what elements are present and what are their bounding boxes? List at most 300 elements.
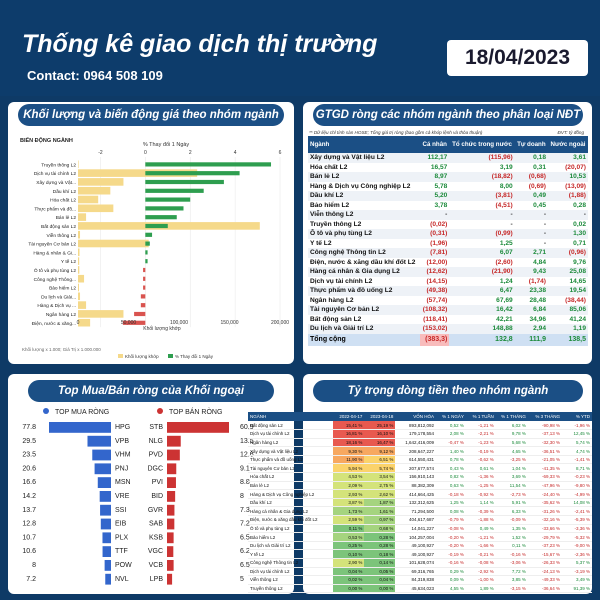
flow-cell: 0,52 % bbox=[436, 421, 466, 430]
volume-bar bbox=[78, 187, 110, 195]
value-cell: 0,02 bbox=[573, 220, 586, 228]
flow-cell: -1,88 % bbox=[466, 516, 496, 525]
value-cell: - bbox=[543, 220, 547, 228]
value-cell: 9,76 bbox=[573, 258, 586, 266]
value-cell: (108,32) bbox=[422, 306, 448, 314]
value-cell: - bbox=[583, 211, 586, 219]
flow-cell: 16,47 % bbox=[364, 438, 395, 447]
value-cell: 0,45 bbox=[533, 201, 547, 209]
total-cell: 138,5 bbox=[548, 334, 588, 346]
flow-cell: 893,812,092 bbox=[395, 421, 436, 430]
flow-cell: 614,550,431 bbox=[395, 455, 436, 464]
sell-ticker: KSB bbox=[148, 534, 163, 542]
sector-cell: Y tế L2 bbox=[310, 239, 332, 247]
flow-cell: 11,54 % bbox=[496, 481, 528, 490]
flow-cell: -0,09 % bbox=[496, 516, 528, 525]
flow-cell: 0,04 % bbox=[364, 576, 395, 585]
flow-cell: -2,92 % bbox=[466, 567, 496, 576]
pct-bar bbox=[145, 224, 167, 228]
buy-bar bbox=[105, 560, 111, 571]
flow-cell: -0,62 % bbox=[466, 455, 496, 464]
flow-sector: Dịch vụ tài chính L2 bbox=[248, 430, 333, 439]
buy-value: 29.5 bbox=[22, 437, 36, 445]
bottom-tick-label: 0 bbox=[76, 320, 80, 326]
flow-cell: 5,94 % bbox=[333, 464, 364, 473]
flow-cell: -0,79 % bbox=[436, 516, 466, 525]
value-cell: - bbox=[510, 211, 513, 219]
buy-bar bbox=[87, 436, 111, 447]
category-label: Công nghệ Thông... bbox=[33, 277, 76, 283]
flow-cell: 88,382,309 bbox=[395, 481, 436, 490]
flow-cell: -0,19 % bbox=[466, 447, 496, 456]
value-cell: 85,06 bbox=[569, 306, 586, 314]
flow-cell: -0,16 % bbox=[496, 550, 528, 559]
net-trading-table bbox=[308, 136, 588, 346]
buy-bar bbox=[92, 450, 111, 461]
buy-ticker: TTF bbox=[115, 548, 128, 556]
value-cell: (115,96) bbox=[488, 154, 513, 162]
contact-text: Contact: 0964 508 109 bbox=[27, 68, 163, 83]
flow-cell: -3,19 % bbox=[562, 567, 592, 576]
section-header-net: GTGD ròng các nhóm ngành theo phân loại NĐT bbox=[313, 104, 583, 126]
buy-value: 10.6 bbox=[22, 548, 36, 556]
value-cell: 25,08 bbox=[569, 268, 586, 276]
value-cell: 148,88 bbox=[492, 325, 513, 333]
flow-cell: -1,36 % bbox=[466, 473, 496, 482]
flow-cell: 414,664,425 bbox=[395, 490, 436, 499]
flow-cell: 3,69 % bbox=[496, 473, 528, 482]
table-row bbox=[308, 153, 588, 163]
table-row bbox=[308, 324, 588, 334]
bottom-tick-label: 150,000 bbox=[220, 320, 239, 326]
flow-cell: 0,28 % bbox=[364, 541, 395, 550]
buy-ticker: HPG bbox=[115, 424, 131, 431]
bottom-tick-label: 100,000 bbox=[169, 320, 189, 326]
buy-ticker: SSI bbox=[115, 506, 127, 514]
flow-sector: Thực phẩm và đồ uống L2 bbox=[248, 455, 333, 464]
value-cell: - bbox=[445, 211, 448, 219]
pct-bar bbox=[141, 294, 145, 298]
sell-bar bbox=[167, 463, 176, 474]
flow-cell: -32,30 % bbox=[528, 438, 562, 447]
value-cell: (12,62) bbox=[426, 268, 448, 276]
volume-bar bbox=[78, 222, 260, 230]
flow-cell: 6,51 % bbox=[364, 455, 395, 464]
flow-column-header: % 1 NGÀY bbox=[436, 412, 466, 421]
flow-cell: 1,25 % bbox=[436, 498, 466, 507]
flow-cell: 0,08 % bbox=[436, 507, 466, 516]
flow-cell: -9,00 % bbox=[562, 541, 592, 550]
sector-cell: Bán lẻ L2 bbox=[310, 173, 340, 181]
flow-cell: 0,49 % bbox=[466, 524, 496, 533]
category-label: Tài nguyên Cơ bản L2 bbox=[28, 242, 76, 248]
flow-cell: 3,54 % bbox=[364, 473, 395, 482]
sector-cell: Hàng & Dịch vụ Công nghiệp L2 bbox=[310, 182, 411, 190]
table-row bbox=[308, 172, 588, 182]
category-label: Ngân hàng L2 bbox=[45, 313, 76, 318]
sector-cell: Truyền thông L2 bbox=[310, 220, 362, 228]
sector-cell: Du lịch và Giải trí L2 bbox=[310, 325, 374, 333]
sell-ticker: VGC bbox=[147, 548, 163, 556]
sell-ticker: SAB bbox=[148, 520, 163, 528]
flow-cell: -32,16 % bbox=[528, 516, 562, 525]
buy-value: 14.2 bbox=[22, 493, 36, 500]
volume-bar bbox=[78, 284, 79, 292]
table-row bbox=[308, 239, 588, 249]
category-label: Bán lẻ L2 bbox=[55, 216, 76, 222]
flow-row bbox=[248, 430, 592, 439]
header-banner bbox=[0, 0, 600, 96]
category-label: Hàng & nhân & Gi... bbox=[33, 251, 76, 257]
value-cell: 3,19 bbox=[499, 163, 513, 171]
pct-bar bbox=[134, 312, 145, 316]
column-header: Tổ chức trong nước bbox=[449, 136, 514, 153]
flow-cell: 2,59 % bbox=[333, 516, 364, 525]
flow-row bbox=[248, 567, 592, 576]
table-row bbox=[308, 248, 588, 258]
sell-value: 6.5 bbox=[240, 534, 250, 542]
buy-bar bbox=[100, 491, 111, 502]
sell-bar bbox=[167, 491, 175, 502]
flow-cell: -37,13 % bbox=[528, 430, 562, 439]
value-cell: 67,69 bbox=[496, 296, 513, 304]
value-cell: 3,61 bbox=[573, 154, 586, 162]
value-cell: 0,71 bbox=[573, 239, 586, 247]
flow-cell: 1,61 % bbox=[364, 507, 395, 516]
value-cell: (0,02) bbox=[430, 220, 448, 228]
flow-row bbox=[248, 516, 592, 525]
pct-bar bbox=[145, 198, 190, 202]
sell-ticker: LPB bbox=[149, 575, 163, 583]
section-header-flow: Tỷ trọng dòng tiền theo nhóm ngành bbox=[313, 380, 583, 402]
flow-cell: 14,08 % bbox=[562, 498, 592, 507]
flow-column-header: % YTD bbox=[562, 412, 592, 421]
value-cell: 0,28 bbox=[573, 201, 586, 209]
flow-sector: Tài nguyên Cơ bản L2 bbox=[248, 464, 333, 473]
volume-bar bbox=[78, 161, 79, 169]
flow-row bbox=[248, 464, 592, 473]
table-row bbox=[308, 258, 588, 268]
flow-cell: 1,14 % bbox=[466, 498, 496, 507]
flow-cell: -69,33 % bbox=[528, 473, 562, 482]
flow-cell: 5,68 % bbox=[496, 438, 528, 447]
flow-sector: Du lịch và Giải trí L2 bbox=[248, 541, 333, 550]
value-cell: 6,47 bbox=[499, 287, 513, 295]
flow-cell: -36,51 % bbox=[528, 447, 562, 456]
money-flow-table bbox=[248, 412, 592, 593]
category-label: Hóa chất L2 bbox=[50, 198, 76, 204]
volume-bar bbox=[78, 293, 80, 301]
flow-row bbox=[248, 438, 592, 447]
sector-cell: Bất động sản L2 bbox=[310, 315, 362, 323]
flow-cell: 5,74 % bbox=[562, 438, 592, 447]
flow-cell: -1,66 % bbox=[466, 541, 496, 550]
legend-buy: TOP MUA RÒNG bbox=[55, 409, 110, 416]
category-label: Du lịch và Giải... bbox=[41, 295, 76, 301]
section-header-top: Top Mua/Bán ròng của Khối ngoại bbox=[28, 380, 274, 402]
flow-cell: 0,97 % bbox=[364, 516, 395, 525]
sector-cell: Viễn thông L2 bbox=[310, 211, 354, 219]
chart-title: BIẾN ĐỘNG NGÀNH bbox=[20, 138, 73, 144]
flow-row bbox=[248, 524, 592, 533]
sell-ticker: VCB bbox=[148, 562, 163, 569]
flow-sector: Ngân hàng L2 bbox=[248, 438, 333, 447]
sell-bar bbox=[167, 532, 174, 543]
flow-row bbox=[248, 541, 592, 550]
sell-value: 12.6 bbox=[240, 451, 254, 459]
value-cell: 0,31 bbox=[533, 163, 547, 171]
buy-value: 77.8 bbox=[22, 424, 36, 431]
flow-cell: -0,20 % bbox=[436, 533, 466, 542]
total-cell: 111,9 bbox=[515, 334, 548, 346]
buy-value: 13.7 bbox=[22, 506, 36, 514]
flow-cell: 0,02 % bbox=[333, 576, 364, 585]
value-cell: 8,00 bbox=[499, 182, 513, 190]
flow-cell: -0,18 % bbox=[436, 490, 466, 499]
table-row bbox=[308, 286, 588, 296]
sell-bar bbox=[167, 574, 172, 585]
flow-cell: -90,98 % bbox=[528, 421, 562, 430]
volume-bar bbox=[78, 266, 79, 274]
value-cell: 3,78 bbox=[434, 201, 448, 209]
category-label: Xây dựng và Vật... bbox=[36, 181, 76, 186]
sell-value: 60.9 bbox=[240, 424, 254, 431]
value-cell: - bbox=[543, 211, 547, 219]
top-axis-label: % Thay đổi 1 Ngày bbox=[142, 142, 190, 148]
value-cell: 28,48 bbox=[529, 296, 547, 304]
flow-cell: 1,35 % bbox=[496, 524, 528, 533]
sector-cell: Thực phẩm và đồ uống L2 bbox=[310, 287, 393, 295]
flow-sector: Hàng & Dịch vụ Công nghiệp L2 bbox=[248, 490, 333, 499]
top-tick-label: 0 bbox=[143, 150, 147, 156]
flow-cell: 179,178,554 bbox=[395, 430, 436, 439]
flow-cell: -49,33 % bbox=[528, 576, 562, 585]
flow-cell: 9,30 % bbox=[333, 447, 364, 456]
page-title: Thống kê giao dịch thị trường bbox=[22, 30, 378, 58]
flow-row bbox=[248, 481, 592, 490]
value-cell: (0,69) bbox=[528, 182, 547, 190]
total-label: Tổng cộng bbox=[308, 334, 420, 346]
value-cell: (1,96) bbox=[430, 239, 448, 247]
flow-cell: -36,64 % bbox=[528, 584, 562, 593]
bottom-tick-label: 200,000 bbox=[270, 320, 290, 326]
bottom-tick-label: 50,000 bbox=[120, 320, 137, 326]
flow-cell: 16,81 % bbox=[333, 430, 364, 439]
value-cell: 8,97 bbox=[434, 173, 448, 181]
value-cell: (1,74) bbox=[528, 277, 547, 285]
sell-ticker: PVI bbox=[151, 479, 163, 487]
value-cell: 19,54 bbox=[569, 287, 586, 295]
flow-cell: -3,25 % bbox=[496, 455, 528, 464]
flow-cell: -0,92 % bbox=[466, 490, 496, 499]
flow-cell: -2,21 % bbox=[466, 430, 496, 439]
legend-buy-dot bbox=[43, 408, 49, 414]
sell-value: 6.5 bbox=[240, 562, 250, 569]
flow-sector: Xây dựng và Vật liệu L2 bbox=[248, 447, 333, 456]
legend-volume-swatch bbox=[118, 354, 123, 358]
table-note: ** Dữ liệu chỉ tính sàn HOSE; Tổng giá trị ròng (bao gồm cả khớp lệnh và thỏa thuận) bbox=[309, 130, 483, 135]
value-cell: 16,42 bbox=[496, 306, 513, 314]
table-row bbox=[308, 210, 588, 220]
flow-cell: 3,87 % bbox=[333, 498, 364, 507]
buy-value: 7.2 bbox=[26, 575, 36, 583]
flow-cell: 8,71 % bbox=[562, 464, 592, 473]
value-cell: 2,94 bbox=[533, 325, 547, 333]
buy-value: 23.5 bbox=[22, 451, 36, 459]
flow-cell: -3,15 % bbox=[496, 584, 528, 593]
pct-bar bbox=[145, 206, 183, 210]
buy-bar bbox=[95, 463, 111, 474]
flow-cell: -1,21 % bbox=[466, 533, 496, 542]
volume-bar bbox=[78, 310, 123, 318]
flow-cell: 404,617,687 bbox=[395, 516, 436, 525]
x-axis-label: Khối lượng khớp bbox=[143, 326, 181, 332]
flow-cell: 16,10 % bbox=[364, 430, 395, 439]
value-cell: 1,30 bbox=[573, 230, 586, 238]
flow-cell: -1,21 % bbox=[466, 421, 496, 430]
buy-ticker: EIB bbox=[115, 520, 127, 528]
top-tick-label: 2 bbox=[188, 150, 192, 156]
value-cell: 1,25 bbox=[499, 239, 513, 247]
value-cell: 34,96 bbox=[529, 315, 547, 323]
flow-cell: -21,05 % bbox=[528, 455, 562, 464]
pct-bar bbox=[145, 180, 224, 184]
flow-cell: 0,82 % bbox=[436, 473, 466, 482]
category-label: Điện, nước & xăng... bbox=[31, 321, 76, 327]
flow-cell: 5,91 % bbox=[496, 498, 528, 507]
column-header: Ngành bbox=[308, 136, 420, 153]
flow-cell: 6,02 % bbox=[496, 421, 528, 430]
buy-bar bbox=[49, 422, 111, 433]
flow-cell: 2,75 % bbox=[364, 481, 395, 490]
sell-value: 13.5 bbox=[240, 437, 254, 445]
flow-cell: 101,628,074 bbox=[395, 559, 436, 568]
column-header: Cá nhân bbox=[420, 136, 449, 153]
sell-value: 6.2 bbox=[240, 548, 250, 556]
sector-cell: Hóa chất L2 bbox=[310, 163, 348, 171]
sell-bar bbox=[167, 450, 180, 461]
table-row bbox=[308, 201, 588, 211]
flow-row bbox=[248, 559, 592, 568]
flow-cell: 91,39 % bbox=[562, 584, 592, 593]
flow-cell: 4,65 % bbox=[496, 447, 528, 456]
flow-cell: -0,19 % bbox=[436, 550, 466, 559]
buy-bar bbox=[100, 505, 111, 516]
sector-cell: Dầu khí L2 bbox=[310, 192, 344, 200]
value-cell: 42,21 bbox=[496, 315, 513, 323]
flow-cell: -0,08 % bbox=[466, 559, 496, 568]
flow-sector: Công nghệ Thông tin L2 bbox=[248, 559, 333, 568]
flow-cell: -29,79 % bbox=[528, 533, 562, 542]
flow-header-row bbox=[248, 412, 592, 421]
flow-cell: 0,29 % bbox=[436, 567, 466, 576]
flow-row bbox=[248, 507, 592, 516]
date-badge: 18/04/2023 bbox=[447, 40, 588, 76]
flow-row bbox=[248, 421, 592, 430]
sector-cell: Bảo hiểm L2 bbox=[310, 201, 350, 209]
flow-row bbox=[248, 498, 592, 507]
flow-sector: Dịch vụ tài chính L2 bbox=[248, 567, 333, 576]
flow-cell: 132,312,625 bbox=[395, 498, 436, 507]
section-header-volume: Khối lượng và biến động giá theo nhóm ngành bbox=[18, 104, 284, 126]
flow-cell: -5,39 % bbox=[562, 516, 592, 525]
sector-cell: Công nghệ Thông tin L2 bbox=[310, 249, 386, 257]
flow-cell: -1,41 % bbox=[562, 455, 592, 464]
flow-cell: -0,08 % bbox=[436, 524, 466, 533]
pct-bar bbox=[145, 233, 152, 237]
flow-cell: 49,100,927 bbox=[395, 541, 436, 550]
volume-bar bbox=[78, 231, 80, 239]
buy-value: 20.6 bbox=[22, 465, 36, 473]
buy-ticker: VRE bbox=[115, 493, 130, 500]
value-cell: (0,99) bbox=[495, 230, 513, 238]
flow-cell: 1,642,416,009 bbox=[395, 438, 436, 447]
flow-cell: -3,36 % bbox=[562, 524, 592, 533]
flow-cell: 0,25 % bbox=[333, 541, 364, 550]
sell-bar bbox=[167, 505, 174, 516]
value-cell: 112,17 bbox=[427, 154, 448, 162]
pct-bar bbox=[141, 303, 145, 307]
sell-bar bbox=[167, 546, 173, 557]
sell-ticker: PVD bbox=[148, 451, 163, 459]
volume-bar bbox=[78, 275, 84, 283]
value-cell: 0,49 bbox=[533, 192, 547, 200]
flow-column-header: NGÀNH bbox=[248, 412, 333, 421]
flow-cell: -24,40 % bbox=[528, 490, 562, 499]
pct-bar bbox=[145, 171, 239, 175]
sector-cell: Điện, nước & xăng dầu khí đốt L2 bbox=[310, 258, 416, 266]
flow-sector: Truyền thông L2 bbox=[248, 584, 333, 593]
flow-cell: 0,53 % bbox=[333, 533, 364, 542]
value-cell: (0,96) bbox=[568, 249, 586, 257]
sell-value: 5 bbox=[240, 575, 244, 583]
value-cell: 14,65 bbox=[569, 277, 586, 285]
pct-bar bbox=[145, 189, 203, 193]
value-cell: (118,41) bbox=[423, 315, 448, 323]
category-label: Hàng & Dịch vụ ... bbox=[37, 304, 76, 310]
total-cell: (383,3) bbox=[420, 334, 449, 346]
flow-cell: 156,910,143 bbox=[395, 473, 436, 482]
column-header: Tự doanh bbox=[515, 136, 548, 153]
flow-cell: 11,90 % bbox=[333, 455, 364, 464]
value-cell: (0,31) bbox=[430, 230, 448, 238]
sell-bar bbox=[167, 422, 229, 433]
flow-cell: -3,06 % bbox=[496, 559, 528, 568]
value-cell: - bbox=[510, 220, 513, 228]
flow-cell: 1,89 % bbox=[466, 584, 496, 593]
flow-cell: 3,85 % bbox=[496, 576, 528, 585]
legend-volume: Khối lượng khớp bbox=[125, 354, 159, 359]
flow-cell: -0,21 % bbox=[466, 550, 496, 559]
category-label: Truyền thông L2 bbox=[41, 163, 76, 169]
top-tick-label: -2 bbox=[98, 150, 103, 156]
flow-sector: Ô tô và phụ tùng L2 bbox=[248, 524, 333, 533]
buy-value: 16.6 bbox=[22, 479, 36, 487]
flow-cell: 84,319,838 bbox=[395, 576, 436, 585]
category-label: Bảo hiểm L2 bbox=[49, 286, 76, 292]
flow-cell: 0,18 % bbox=[364, 550, 395, 559]
flow-cell: -0,16 % bbox=[436, 559, 466, 568]
sell-value: 7.3 bbox=[240, 506, 250, 514]
flow-cell: 0,00 % bbox=[333, 584, 364, 593]
table-row bbox=[308, 305, 588, 315]
flow-cell: 1,87 % bbox=[364, 498, 395, 507]
sell-value: 8 bbox=[240, 493, 244, 500]
chart-footnote: Khối lượng x 1.000; Giá Trị x 1.000.000 bbox=[22, 347, 101, 352]
flow-sector: Bất động sản L2 bbox=[248, 421, 333, 430]
volume-bar bbox=[78, 257, 79, 265]
flow-cell: -5,32 % bbox=[562, 533, 592, 542]
